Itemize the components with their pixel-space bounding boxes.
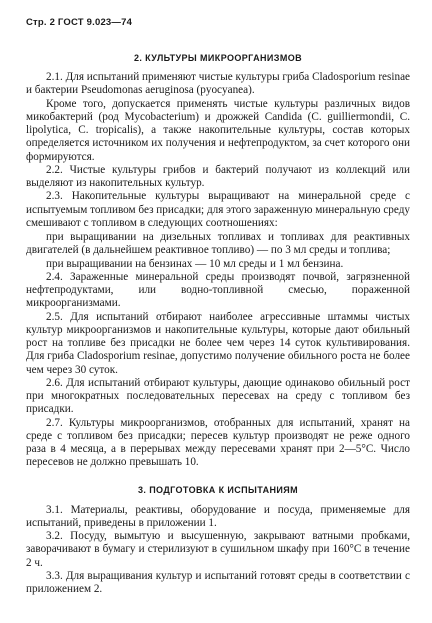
paragraph-2-2: 2.2. Чистые культуры грибов и бактерий получают из коллекций или выделяют из накопительных культур.: [26, 163, 410, 189]
paragraph-2-3: 2.3. Накопительные культуры выращивают на минеральной среде с испытуемым топливом без присадки; для этого зараженную минеральную среду смешивают с топливом в следующих соотношениях:: [26, 190, 410, 229]
paragraph-2-1: 2.1. Для испытаний применяют чистые культуры гриба Cladosporium resinae и бактерии Pseudomonas aeruginosa (pyocyanea).: [26, 71, 410, 97]
paragraph-2-7: 2.7. Культуры микроорганизмов, отобранных для испытаний, хранят на среде с топливом без присадки; пересев культур производят не реже одного раза в 4 месяца, а в перерывах между пересевами хранят при 2—5°С. Число пересевов не должно превышать 10.: [26, 416, 410, 469]
paragraph-2-3-gasoline: при выращивании на бензинах — 10 мл среды и 1 мл бензина.: [46, 257, 344, 270]
section-2-body: [26, 71, 410, 470]
section-2-title: 2. КУЛЬТУРЫ МИКРООРГАНИЗМОВ: [133, 53, 303, 63]
section-3-title: 3. ПОДГОТОВКА К ИСПЫТАНИЯМ: [137, 484, 299, 495]
section-3-body: [26, 504, 410, 597]
paragraph-2-5: 2.5. Для испытаний отбирают наиболее агрессивные штаммы чистых культур микроорганизмов и накопительные культуры, которые дают обильный рост на топливе без присадки не более чем через 14 суток культивирования. Для гриба Cladosporium resinae, допустимо получение обильного роста не более чем через 30 суток.: [26, 310, 410, 376]
paragraph-2-1-cont: Кроме того, допускается применять чистые культуры различных видов микобактерий (род Mycobacterium) и дрожжей Candida (C. guilliermondii, C. lipolytica, C. tropicalis), а также накопительные культуры, состав которых определяется источником их получения и нефтепродуктом, за счет которого они формируются.: [26, 97, 410, 163]
paragraph-2-6: 2.6. Для испытаний отбирают культуры, дающие одинаково обильный рост при многократных последовательных пересевах на среду с топливом без присадки.: [26, 376, 410, 416]
paragraph-3-3: 3.3. Для выращивания культур и испытаний готовят среды в соответствии с приложением 2.: [26, 569, 410, 595]
paragraph-2-3-diesel: при выращивании на дизельных топливах и топливах для реактивных двигателей (в дальнейшем реактивное топливо) — по 3 мл среды и топлива;: [26, 231, 410, 257]
page-header: Стр. 2 ГОСТ 9.023—74: [26, 17, 133, 28]
paragraph-3-2: 3.2. Посуду, вымытую и высушенную, закрывают ватными пробками, заворачивают в бумагу и стерилизуют в сушильном шкафу при 160°С в течение 2 ч.: [26, 530, 410, 569]
paragraph-2-4: 2.4. Зараженные минеральной среды производят почвой, загрязненной нефтепродуктами, или водно-топливной смесью, пораженной микроорганизмами.: [26, 270, 410, 310]
paragraph-3-1: 3.1. Материалы, реактивы, оборудование и посуда, применяемые для испытаний, приведены в приложении 1.: [26, 503, 410, 529]
